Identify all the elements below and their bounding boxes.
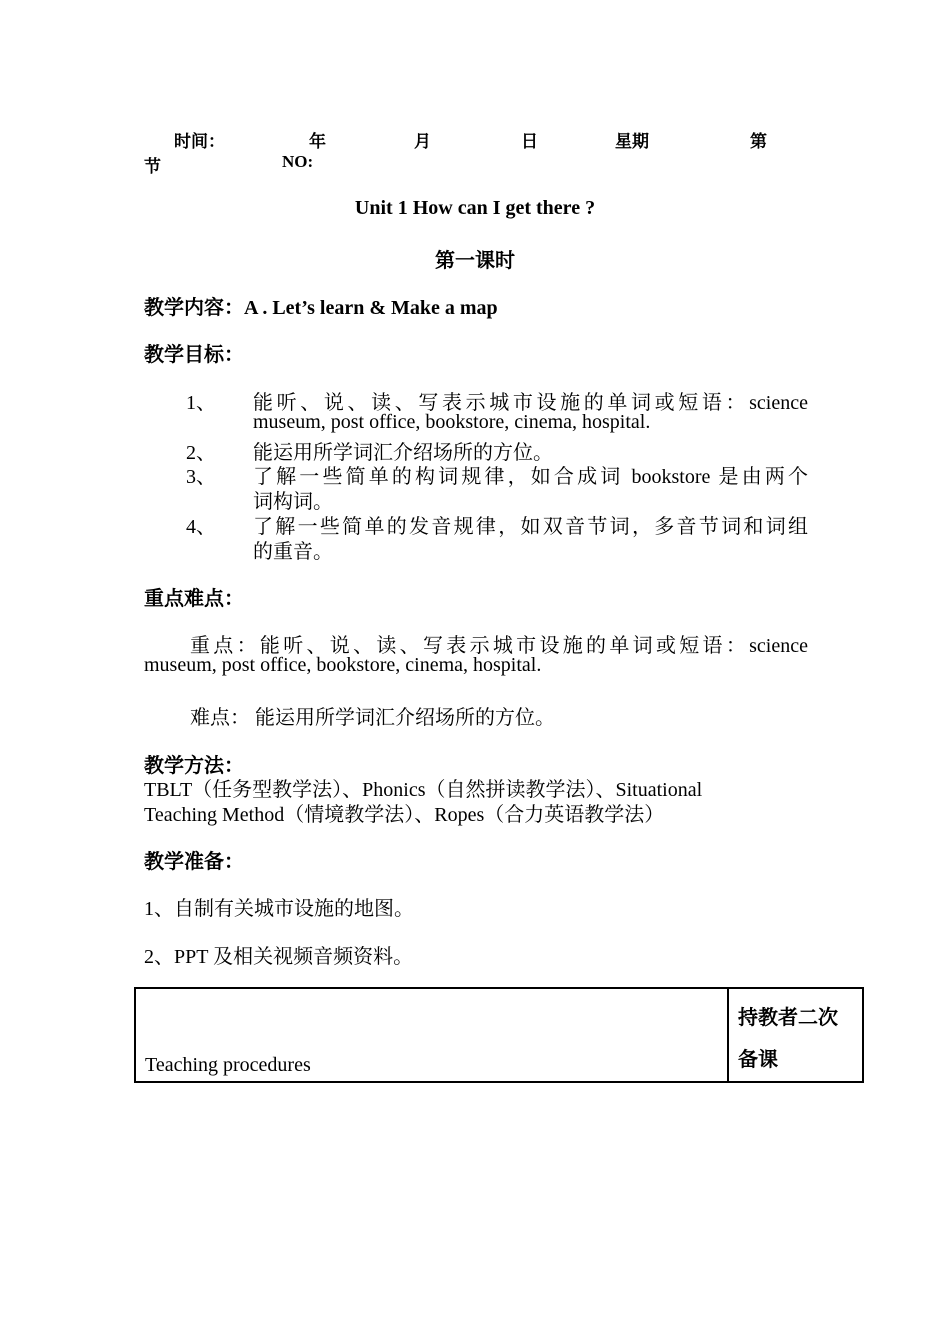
item-text-cont: museum, post office, bookstore, cinema, hospital. — [253, 411, 651, 433]
page-title: Unit 1 How can I get there ? — [354, 197, 596, 219]
methods-text: TBLT（任务型教学法）、Phonics（自然拼读教学法）、Situational — [144, 779, 703, 801]
period-suffix: 节 — [144, 157, 161, 176]
second-prep-line-2: 备课 — [738, 1049, 778, 1071]
item-text: 能听、说、读、写表示城市设施的单词或短语：science — [253, 392, 808, 414]
difficulty-text: 难点： 能运用所学词汇介绍场所的方位。 — [190, 707, 555, 729]
month-label: 月 — [414, 132, 431, 151]
procedures-cell: Teaching procedures — [135, 988, 728, 1082]
year-label: 年 — [309, 132, 326, 151]
prep-item-2: 2、PPT 及相关视频音频资料。 — [144, 946, 414, 968]
prep-heading: 教学准备： — [144, 851, 244, 873]
item-text-cont: 词构词。 — [253, 491, 333, 513]
lesson-title: 第一课时 — [435, 250, 515, 272]
methods-heading: 教学方法： — [144, 755, 244, 777]
content-line: 教学内容：A . Let’s learn & Make a map — [144, 297, 498, 319]
objectives-heading: 教学目标： — [144, 344, 244, 366]
time-label: 时间： — [174, 132, 225, 151]
no-label: NO: — [282, 152, 314, 171]
weekday-label: 星期 — [615, 132, 649, 151]
keypoints-heading: 重点难点： — [144, 588, 244, 610]
item-number: 3、 — [186, 466, 216, 488]
procedures-table — [134, 987, 864, 1083]
second-prep-cell — [728, 988, 863, 1082]
day-label: 日 — [521, 132, 538, 151]
item-text: 了解一些简单的发音规律，如双音节词，多音节词和词组 — [253, 516, 808, 538]
item-number: 4、 — [186, 516, 216, 538]
item-text: 能运用所学词汇介绍场所的方位。 — [253, 442, 553, 464]
period-label: 第 — [750, 132, 767, 151]
item-number: 1、 — [186, 392, 216, 414]
keypoint-text: 重点：能听、说、读、写表示城市设施的单词或短语：science — [190, 635, 808, 657]
methods-text-cont: Teaching Method（情境教学法）、Ropes（合力英语教学法） — [144, 804, 665, 826]
item-text-cont: 的重音。 — [253, 541, 333, 563]
table-row — [135, 988, 863, 1082]
second-prep-line-1: 持教者二次 — [738, 1007, 838, 1029]
item-number: 2、 — [186, 442, 216, 464]
keypoint-text-cont: museum, post office, bookstore, cinema, hospital. — [144, 654, 542, 676]
item-text: 了解一些简单的构词规律，如合成词 bookstore 是由两个 — [253, 466, 808, 488]
prep-item-1: 1、自制有关城市设施的地图。 — [144, 898, 414, 920]
